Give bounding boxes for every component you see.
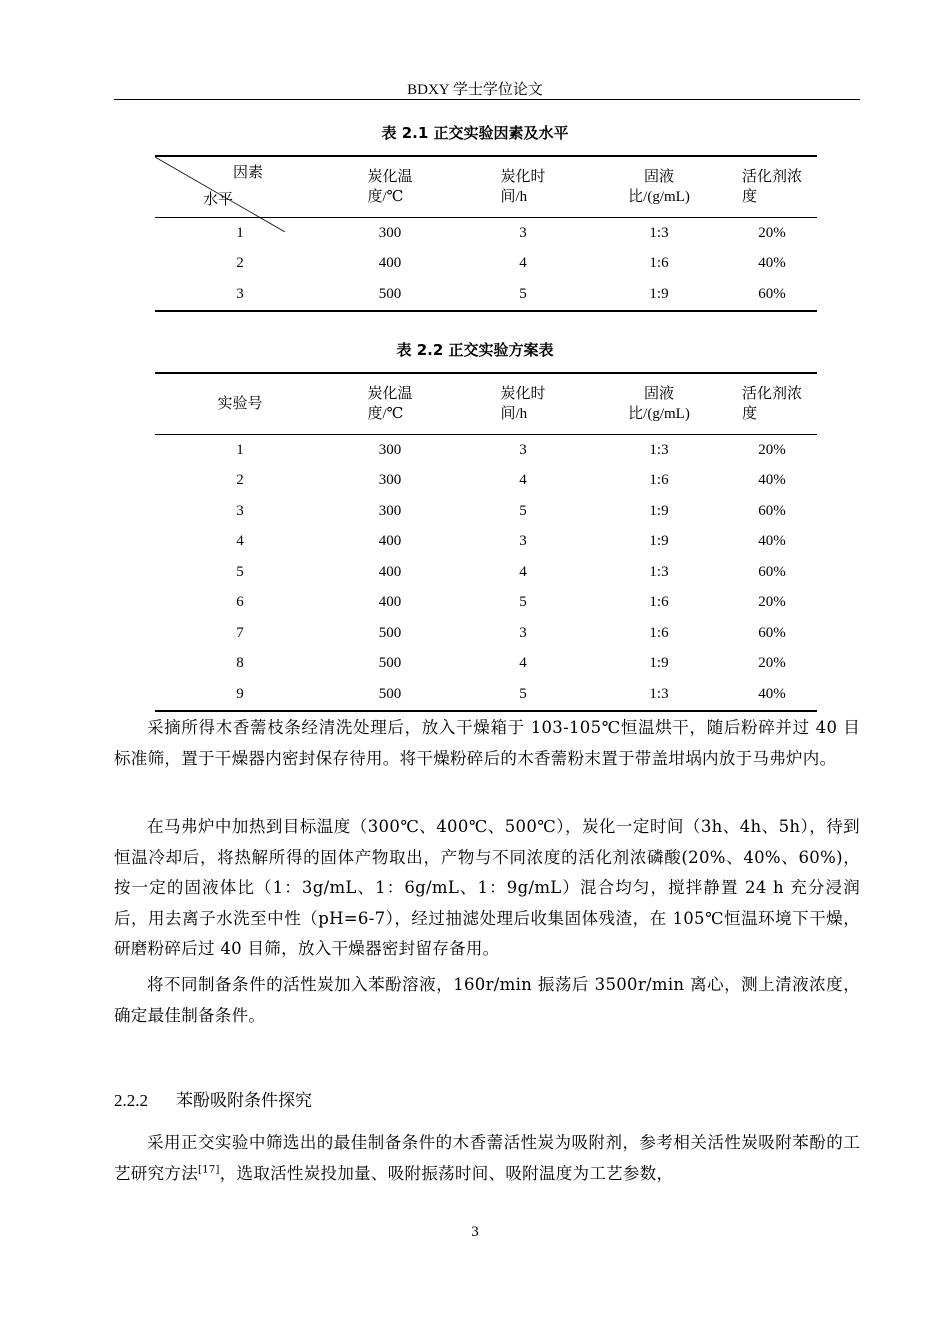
section-title: 苯酚吸附条件探究 [176, 1091, 312, 1111]
table-cell: 5 [519, 594, 527, 611]
table-cell: 5 [455, 679, 591, 711]
table-cell: 1:9 [649, 502, 669, 519]
table-cell: 20% [758, 441, 786, 458]
table2-header-conc: 活化剂浓 度 [727, 373, 817, 435]
table1-caption: 表 2.1 正交实验因素及水平 [381, 124, 569, 142]
table-cell: 20% [758, 655, 786, 672]
table-cell: 3 [155, 279, 325, 311]
table-cell: 60% [727, 279, 817, 311]
table-cell: 5 [455, 279, 591, 311]
table-cell: 1:6 [649, 472, 669, 489]
table-row [155, 435, 817, 466]
table-cell: 400 [378, 594, 402, 611]
table-cell: 300 [378, 472, 402, 489]
table-cell: 8 [236, 655, 244, 672]
table-cell: 1 [236, 441, 244, 458]
table-cell: 500 [325, 279, 455, 311]
table1-header-conc: 活化剂浓 度 [727, 156, 817, 218]
table-row [155, 557, 817, 588]
table-cell: 2 [236, 472, 244, 489]
paragraph-adsorption: 采用正交实验中筛选出的最佳制备条件的木香薷活性炭为吸附剂，参考相关活性炭吸附苯酚的工艺研究方法[17]，选取活性炭投加量、吸附振荡时间、吸附温度为工艺参数， [114, 1133, 860, 1183]
table-cell: 4 [519, 655, 527, 672]
table-cell: 6 [236, 594, 244, 611]
table-row [155, 527, 817, 558]
table-cell: 60% [758, 563, 786, 580]
table2-header-ratio: 固液 比/(g/mL) [591, 373, 727, 435]
page-header: BDXY 学士学位论文 [407, 82, 543, 98]
table2-header-row [155, 373, 817, 435]
table1-header-time: 炭化时 间/h [455, 156, 591, 218]
table2-caption: 表 2.2 正交实验方案表 [396, 341, 554, 359]
table-cell: 40% [758, 472, 786, 489]
table-cell: 300 [378, 502, 402, 519]
table-cell: 9 [155, 679, 325, 711]
table-cell: 60% [758, 624, 786, 641]
table-cell: 1:9 [649, 533, 669, 550]
table-cell: 4 [519, 472, 527, 489]
table-cell: 5 [236, 563, 244, 580]
table1-header-row [155, 156, 817, 218]
table2-header-id: 实验号 [155, 373, 325, 435]
table-cell: 1:6 [649, 624, 669, 641]
table-cell: 400 [378, 563, 402, 580]
table-cell: 4 [519, 255, 527, 272]
table-cell: 40% [758, 533, 786, 550]
section-number: 2.2.2 [114, 1091, 148, 1110]
table-row [155, 466, 817, 497]
table-row [155, 249, 817, 280]
table-cell: 5 [519, 502, 527, 519]
table-cell: 300 [378, 441, 402, 458]
table-cell: 300 [378, 224, 402, 241]
table-cell: 7 [236, 624, 244, 641]
paragraph-drying: 采摘所得木香薷枝条经清洗处理后，放入干燥箱于 103-105℃恒温烘干，随后粉碎并过 40 目标准筛，置于干燥器内密封保存待用。将干燥粉碎后的木香薷粉末置于带盖坩埚内放于马弗炉内。 [114, 718, 860, 768]
table-cell: 3 [519, 624, 527, 641]
diag-level-label: 水平 [203, 192, 234, 208]
table-cell: 1:6 [649, 255, 669, 272]
paragraph-evaluation: 将不同制备条件的活性炭加入苯酚溶液，160r/min 振荡后 3500r/min 离心，测上清液浓度，确定最佳制备条件。 [114, 975, 860, 1025]
table-cell: 500 [325, 679, 455, 711]
table-cell: 1:9 [591, 279, 727, 311]
table-cell: 1:3 [649, 563, 669, 580]
section-heading [114, 1086, 312, 1111]
table-cell: 4 [519, 563, 527, 580]
table-cell: 1 [236, 224, 244, 241]
table2-header-temp: 炭化温 度/℃ [325, 373, 455, 435]
header-rule [114, 99, 860, 100]
page-number: 3 [471, 1224, 479, 1240]
table-cell: 2 [236, 255, 244, 272]
table-cell: 1:3 [591, 679, 727, 711]
table-cell: 20% [758, 224, 786, 241]
diag-factor-label: 因素 [233, 165, 264, 181]
table-cell: 1:3 [649, 224, 669, 241]
table-cell: 4 [236, 533, 244, 550]
table-cell: 60% [758, 502, 786, 519]
table-cell: 20% [758, 594, 786, 611]
table-row [155, 649, 817, 680]
table-row [155, 588, 817, 619]
table1 [155, 155, 817, 312]
table-cell: 1:6 [649, 594, 669, 611]
table-cell: 1:3 [649, 441, 669, 458]
table-row [155, 279, 817, 311]
citation-ref: [17] [198, 1164, 220, 1175]
table-cell: 3 [519, 224, 527, 241]
table1-diagonal-header [155, 156, 325, 218]
table-cell: 400 [378, 255, 402, 272]
table1-header-temp: 炭化温 度/℃ [325, 156, 455, 218]
table1-header-ratio: 固液 比/(g/mL) [591, 156, 727, 218]
paragraph-carbonization: 在马弗炉中加热到目标温度（300℃、400℃、500℃），炭化一定时间（3h、4h、5h），待到恒温冷却后，将热解所得的固体产物取出，产物与不同浓度的活化剂浓磷酸(20%、40%、60%)，按一定的固液体比（1：3g/mL、1：6g/mL、1：9g/mL）混合均匀，搅拌静置 24 h 充分浸润后，用去离子水洗至中性（pH=6-7），经过抽滤处理后收集固体残渣，在 105℃恒温环境下干燥，研磨粉碎后过 40 目筛，放入干燥器密封留存备用。 [114, 817, 860, 958]
table-cell: 40% [727, 679, 817, 711]
table-cell: 3 [519, 533, 527, 550]
table-cell: 500 [378, 655, 402, 672]
table-cell: 500 [378, 624, 402, 641]
table-cell: 3 [236, 502, 244, 519]
table-row [155, 618, 817, 649]
table2 [155, 372, 817, 712]
table2-header-time: 炭化时 间/h [455, 373, 591, 435]
table-cell: 40% [758, 255, 786, 272]
table-row [155, 496, 817, 527]
table-cell: 1:9 [649, 655, 669, 672]
table-cell: 3 [519, 441, 527, 458]
table-row [155, 679, 817, 711]
table-cell: 400 [378, 533, 402, 550]
